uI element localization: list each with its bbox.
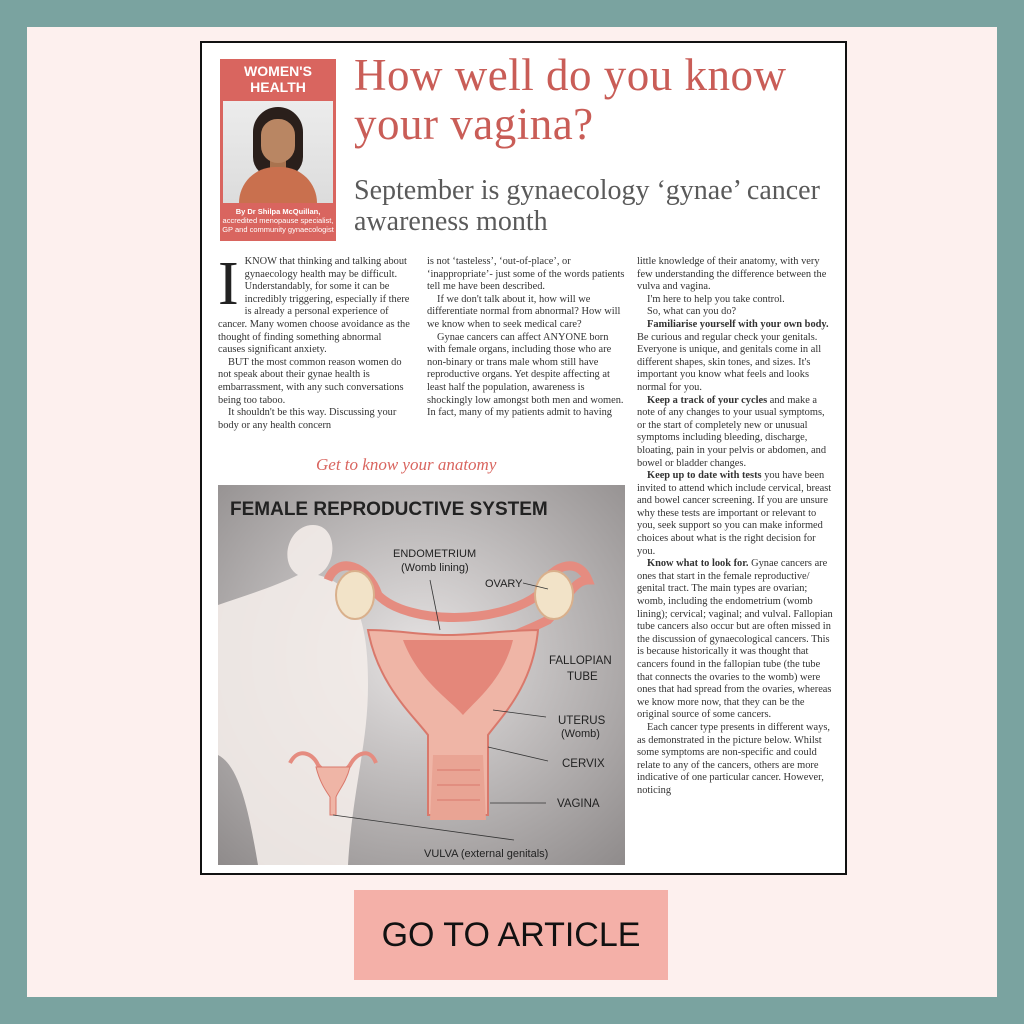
label-vagina: VAGINA xyxy=(557,798,600,810)
paragraph: So, what can you do? xyxy=(647,306,737,318)
paragraph: Gynae cancers can affect ANYONE born with female organs, including those who are non-binary or trans male whom still have reproductive organs. Yet despite affecting at least half the population, awareness is shockingly low amongst both men and women. In fact, many of my patients admit to having xyxy=(427,331,624,419)
paragraph: little knowledge of their anatomy, with very few understanding the difference between the vulva and vagina. xyxy=(637,256,827,293)
label-cervix: CERVIX xyxy=(562,758,605,770)
article-column-1 xyxy=(218,250,410,432)
paragraph: Know what to look for. Gynae cancers are ones that start in the female reproductive/ genital tract. The main types are ovarian; womb, including the endometrium (womb lining); cervical; vaginal; and vulval. Fallopian tube cancers also occur but are often missed in the discussion of gynaecological cancers. This is because historically it was thought that cancers found in the fallopian tube (the tube that connects the ovaries to the womb) were ones that had spread from the ovaries, whereas we know more now, that they can be the original source of some cancers. xyxy=(637,558,833,721)
go-to-article-button[interactable]: GO TO ARTICLE xyxy=(354,890,668,980)
subheadline: September is gynaecology ‘gynae’ cancer awareness month xyxy=(354,175,820,237)
author-photo xyxy=(223,101,333,203)
anatomy-diagram xyxy=(218,485,625,865)
paragraph: Keep a track of your cycles and make a note of any changes to your usual symptoms, or the start of completely new or unusual symptoms including bleeding, discharge, bloating, pain in your pelvis or abdomen, and bowel or bladder changes. xyxy=(637,394,827,469)
paragraph-lead: Know what to look for. xyxy=(647,558,749,570)
label-tube: TUBE xyxy=(567,671,598,683)
diagram-title: FEMALE REPRODUCTIVE SYSTEM xyxy=(230,499,548,520)
paragraph: It shouldn't be this way. Discussing your body or any health concern xyxy=(218,407,397,431)
article-column-3 xyxy=(637,256,835,798)
magazine-page xyxy=(200,41,847,875)
paragraph: I'm here to help you take control. xyxy=(647,293,785,305)
byline-name: By Dr Shilpa McQuillan, xyxy=(235,207,321,216)
label-fallopian: FALLOPIAN xyxy=(549,655,612,667)
section-badge xyxy=(220,59,336,241)
paragraph-lead: Familiarise yourself with your own body. xyxy=(647,318,829,330)
paragraph: If we don't talk about it, how will we differentiate normal from abnormal? How will we know when to seek medical care? xyxy=(427,293,621,330)
drop-cap: I xyxy=(218,250,239,318)
section-title: WOMEN'S HEALTH xyxy=(244,63,312,95)
label-endometrium: ENDOMETRIUM xyxy=(393,548,477,560)
paragraph: is not ‘tasteless’, ‘out-of-place’, or ‘inappropriate’- just some of the words patients tell me have been described. xyxy=(427,256,625,293)
diagram-caption: Get to know your anatomy xyxy=(316,455,497,474)
headline: How well do you know your vagina? xyxy=(354,50,787,149)
paragraph-lead: Keep a track of your cycles xyxy=(647,394,768,406)
paragraph-lead: Keep up to date with tests xyxy=(647,470,762,482)
label-vulva: VULVA (external genitals) xyxy=(424,848,549,860)
label-uterus-sub: (Womb) xyxy=(561,728,600,740)
paragraph: Familiarise yourself with your own body. Be curious and regular check your genitals. Everyone is unique, and genitals come in all different shapes, skin tones, and sizes. It's important you know what feels and looks normal for you. xyxy=(637,318,829,393)
paragraph: BUT the most common reason women do not speak about their gynae health is embarrassment, with any such conversations being too taboo. xyxy=(218,356,404,406)
paragraph: KNOW that thinking and talking about gynaecology health may be difficult. Understandably, for some it can be incredibly triggering, especially if there is already a personal experience of cancer. Many women choose avoidance as the thought of finding something abnormal causes significant anxiety. xyxy=(218,256,410,356)
label-uterus: UTERUS xyxy=(558,715,606,727)
article-column-2 xyxy=(427,256,625,420)
paragraph: Each cancer type presents in different ways, as demonstrated in the picture below. Whilst some symptoms are non-specific and could relate to any of the cancers, others are more indicative of one particular cancer. However, noticing xyxy=(637,721,831,796)
label-endometrium-sub: (Womb lining) xyxy=(401,562,469,574)
paragraph: Keep up to date with tests you have been invited to attend which include cervical, breast and bowel cancer screening. If you are unsure why these tests are important or relevant to you, seek support so you can make informed choices about what is the right decision for you. xyxy=(637,470,832,557)
byline-role: accredited menopause specialist, GP and community gynaecologist xyxy=(222,216,334,234)
label-ovary: OVARY xyxy=(485,578,523,590)
byline xyxy=(222,207,334,234)
